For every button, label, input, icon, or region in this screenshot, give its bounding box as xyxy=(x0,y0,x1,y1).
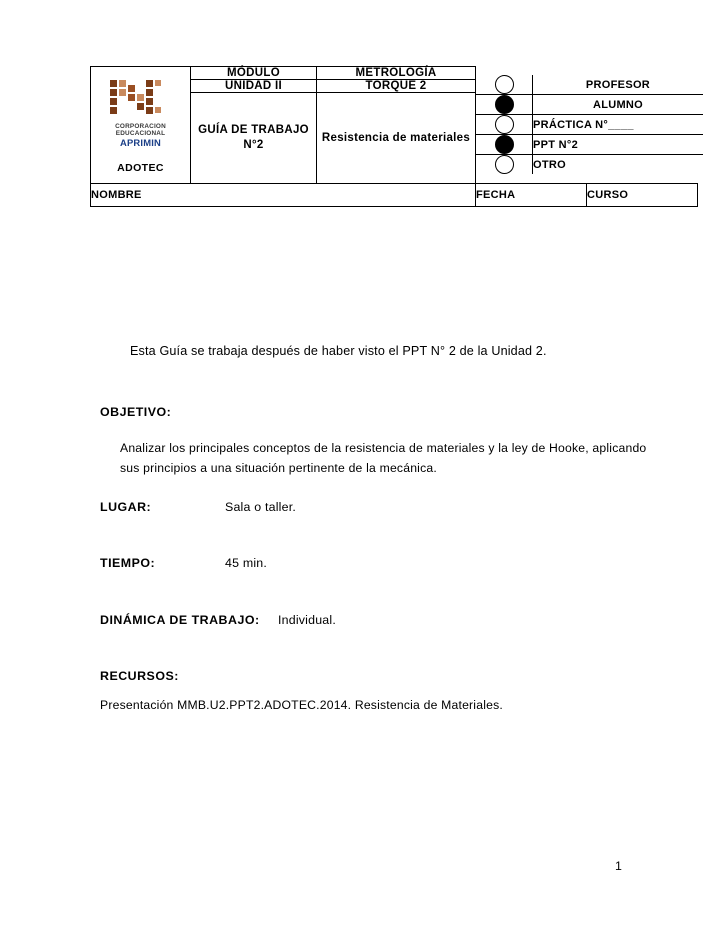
dinamica-label: DINÁMICA DE TRABAJO: xyxy=(100,613,260,627)
logo-text-line1: CORPORACION xyxy=(115,122,166,130)
recursos-label: RECURSOS: xyxy=(100,669,179,683)
circle-filled-icon xyxy=(495,135,514,154)
radio-ppt[interactable] xyxy=(476,135,533,155)
row-value-modulo: METROLOGÍA xyxy=(317,67,476,80)
lugar-label: LUGAR: xyxy=(100,500,152,514)
objetivo-label: OBJETIVO: xyxy=(100,405,172,419)
intro-text: Esta Guía se trabaja después de haber visto el PPT N° 2 de la Unidad 2. xyxy=(130,344,547,358)
fecha-label: FECHA xyxy=(476,189,516,201)
label-otro: OTRO xyxy=(533,155,704,175)
field-curso[interactable] xyxy=(587,184,698,207)
radio-otro[interactable] xyxy=(476,155,533,175)
logo-cell xyxy=(91,67,191,184)
row-value-guia: Resistencia de materiales xyxy=(317,93,476,184)
row-label-guia: GUÍA DE TRABAJO N°2 xyxy=(191,93,317,184)
circle-icon xyxy=(495,115,514,134)
circle-icon xyxy=(495,75,514,94)
header-info-table xyxy=(90,66,698,207)
logo-text-line2: EDUCACIONAL xyxy=(115,130,166,138)
row-label-modulo: MÓDULO xyxy=(191,67,317,80)
row-value-unidad: TORQUE 2 xyxy=(317,80,476,93)
marks-table xyxy=(476,75,703,174)
marks-panel xyxy=(476,67,698,184)
curso-label: CURSO xyxy=(587,189,629,201)
radio-practica[interactable] xyxy=(476,115,533,135)
circle-filled-icon xyxy=(495,95,514,114)
tiempo-label: TIEMPO: xyxy=(100,556,156,570)
logo-org-name: ADOTEC xyxy=(117,162,164,175)
tiempo-value: 45 min. xyxy=(225,556,268,570)
label-alumno: ALUMNO xyxy=(533,95,704,115)
radio-alumno[interactable] xyxy=(476,95,533,115)
aprimin-logo-icon xyxy=(108,76,174,122)
radio-profesor[interactable] xyxy=(476,75,533,95)
objetivo-text: Analizar los principales conceptos de la resistencia de materiales y la ley de Hooke, aplicando sus principios a una situación pertinente de la mecánica. xyxy=(120,441,647,475)
row-label-unidad: UNIDAD II xyxy=(191,80,317,93)
field-nombre[interactable] xyxy=(91,184,476,207)
label-ppt: PPT N°2 xyxy=(533,135,704,155)
logo-text-line3: APRIMIN xyxy=(120,136,161,148)
dinamica-value: Individual. xyxy=(278,613,336,627)
recursos-value: Presentación MMB.U2.PPT2.ADOTEC.2014. Resistencia de Materiales. xyxy=(100,698,503,712)
circle-icon xyxy=(495,155,514,174)
page-number: 1 xyxy=(615,859,622,873)
label-practica: PRÁCTICA N°____ xyxy=(533,115,704,135)
field-fecha[interactable] xyxy=(476,184,587,207)
lugar-value: Sala o taller. xyxy=(225,500,296,514)
label-profesor: PROFESOR xyxy=(533,75,704,95)
nombre-label: NOMBRE xyxy=(91,189,142,201)
